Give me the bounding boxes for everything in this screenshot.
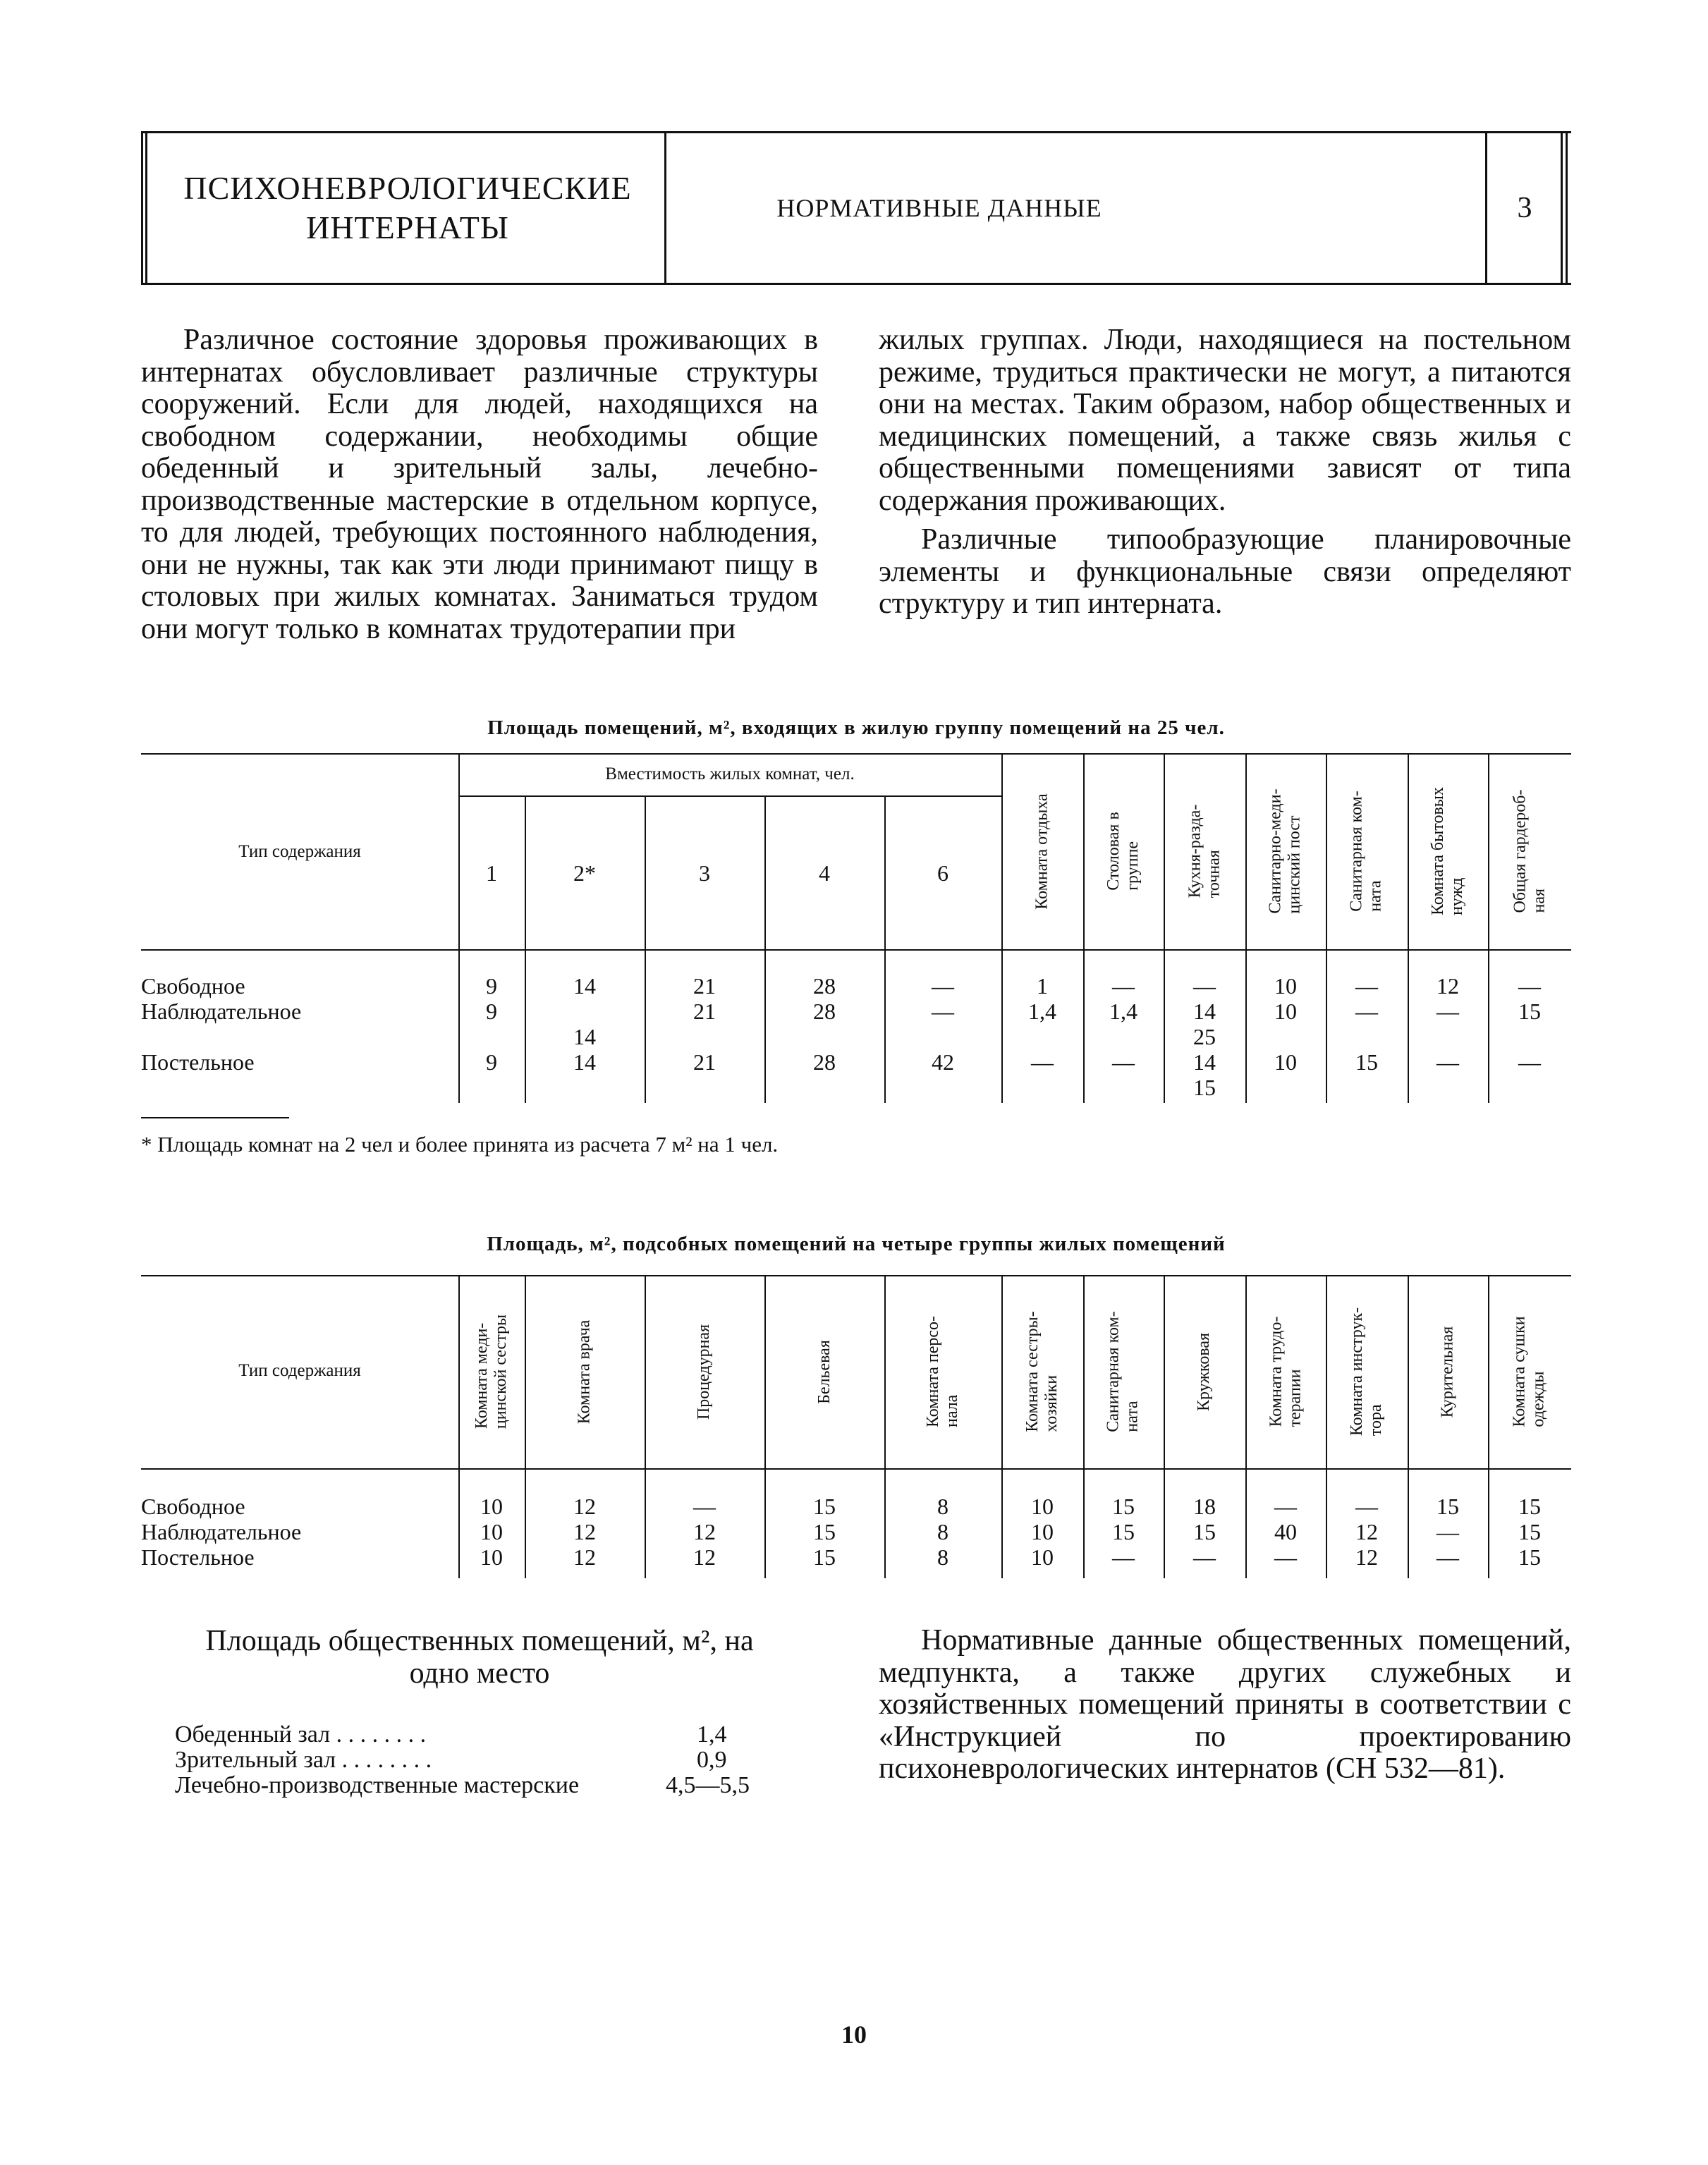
public-area-value: 1,4 — [697, 1721, 727, 1748]
table2-type-header: Тип содержания — [238, 1361, 361, 1380]
table2-cell: 15 — [813, 1519, 836, 1544]
table1-cell: 1 — [1037, 973, 1048, 999]
table1-row-label: Наблюдательное — [141, 999, 302, 1024]
table1-cell: 10 — [1274, 973, 1297, 999]
sheet-header — [141, 131, 1571, 285]
table1-col-3: 3 — [699, 860, 710, 886]
table1-cell: 42 — [932, 1049, 954, 1075]
header-title-line2: ИНТЕРНАТЫ — [306, 209, 509, 245]
table1-header-dining: Столовая в группе — [1104, 812, 1142, 891]
table2-cell: 10 — [1031, 1519, 1054, 1544]
table2-cell: — — [1355, 1494, 1378, 1519]
table2-cell: 40 — [1274, 1519, 1297, 1544]
public-area-row — [175, 1772, 750, 1798]
table1-footnote: * Площадь комнат на 2 чел и более принята из расчета 7 м² на 1 чел. — [141, 1132, 779, 1157]
table2-header-doctor-room: Комната врача — [575, 1319, 594, 1424]
table1-cell: 15 — [1518, 999, 1541, 1024]
table2-cell: 12 — [1355, 1544, 1378, 1570]
table1-cell: 9 — [486, 999, 497, 1024]
table1-cell: 14 — [573, 1024, 596, 1049]
table2-row-label: Свободное — [141, 1494, 245, 1519]
table1-header-sanitary: Санитарная ком- ната — [1348, 791, 1386, 912]
table2-cell: 18 — [1193, 1494, 1216, 1519]
table2-cell: — — [1274, 1544, 1297, 1570]
table1-cell: — — [1355, 999, 1378, 1024]
table2-cell: 10 — [480, 1519, 503, 1544]
table2-cell: 15 — [1518, 1544, 1541, 1570]
table2-cell: 15 — [813, 1544, 836, 1570]
table2-cell: — — [1436, 1544, 1459, 1570]
table2-row-label: Наблюдательное — [141, 1519, 302, 1544]
table2-cell: — — [1274, 1494, 1297, 1519]
table1-cell: 28 — [813, 999, 836, 1024]
table2-header-instructor: Комната инструк- тора — [1348, 1307, 1385, 1437]
table2-cell: 8 — [937, 1519, 948, 1544]
table1-cell: 10 — [1274, 999, 1297, 1024]
table2-cell: 12 — [1355, 1519, 1378, 1544]
table1-header-rest-room: Комната отдыха — [1032, 793, 1051, 910]
table1-col-4: 4 — [819, 860, 830, 886]
table2-cell: 10 — [1031, 1494, 1054, 1519]
header-title-line1: ПСИХОНЕВРОЛОГИЧЕСКИЕ — [183, 170, 632, 206]
table2-header-staff-room: Комната персо- нала — [924, 1316, 961, 1427]
table2-cell: — — [693, 1494, 716, 1519]
public-area-value: 4,5—5,5 — [666, 1772, 750, 1798]
table2-header-work-therapy: Комната трудо- терапии — [1267, 1316, 1305, 1427]
sheet-number: 3 — [1517, 192, 1532, 224]
public-area-row — [175, 1721, 727, 1748]
table2-header-drying: Комната сушки одежды — [1511, 1316, 1549, 1427]
table2-cell: — — [1436, 1519, 1459, 1544]
table2-cell: 15 — [1112, 1494, 1135, 1519]
table2-cell: 15 — [1518, 1519, 1541, 1544]
intro-left-column — [141, 324, 818, 645]
intro-right-paragraph-2: Различные типообразующие планировочные элементы и функциональные связи определяют структуру и тип интерната. — [879, 523, 1571, 620]
table1-cell: 9 — [486, 973, 497, 999]
table2-header-housekeeper: Комната сестры- хозяйки — [1023, 1311, 1061, 1432]
table2-cell: 15 — [1193, 1519, 1216, 1544]
table1-cell: 15 — [1355, 1049, 1378, 1075]
table1-cell: — — [932, 999, 954, 1024]
table2-cell: 12 — [573, 1544, 596, 1570]
normative-note: Нормативные данные общественных помещений, медпункта, а также других служебных и хозяйственных помещений приняты в соответствии с «Инструкцией по проектированию психоневрологических интернатов (СН 532—81). — [879, 1624, 1571, 1785]
intro-right-paragraph-1: жилых группах. Люди, находящиеся на постельном режиме, трудиться практически не могут, а питаются они на местах. Таким образом, набор общественных и медицинских помещений, а также связь жилья с общественными помещениями зависят от типа содержания проживающих. — [879, 324, 1571, 517]
public-area-name: Обеденный зал . . . . . . . . — [175, 1721, 427, 1748]
table1-header-medpost: Санитарно-меди- цинский пост — [1267, 788, 1304, 914]
table2-header-nurse-room: Комната меди- цинской сестры — [472, 1314, 511, 1429]
table2-cell: 15 — [1112, 1519, 1135, 1544]
table2-cell: 12 — [693, 1519, 716, 1544]
table2-cell: 15 — [813, 1494, 836, 1519]
table1-cell: 21 — [693, 973, 716, 999]
public-area-value: 0,9 — [697, 1747, 727, 1773]
table2-cell: — — [1193, 1544, 1216, 1570]
table1-header-household: Комната бытовых нужд — [1429, 787, 1467, 915]
table1-cell: — — [1031, 1049, 1054, 1075]
table1-cell: 12 — [1436, 973, 1459, 999]
table2-cell: 8 — [937, 1494, 948, 1519]
public-area-name: Лечебно-производственные мастерские — [175, 1772, 580, 1798]
table1-cell: 28 — [813, 973, 836, 999]
table1-cell: 21 — [693, 999, 716, 1024]
table1-header-wardrobe: Общая гардероб- ная — [1511, 789, 1548, 913]
table1-header-kitchen: Кухня-разда- точная — [1185, 804, 1224, 898]
normative-note-column — [879, 1625, 1571, 1786]
table1-cell: — — [1112, 973, 1135, 999]
table2-cell: 12 — [693, 1544, 716, 1570]
header-section: НОРМАТИВНЫЕ ДАННЫЕ — [776, 194, 1102, 222]
table2-cell: 8 — [937, 1544, 948, 1570]
table2-cell: 10 — [480, 1494, 503, 1519]
header-title — [147, 133, 669, 283]
table1-cell: 14 — [573, 973, 596, 999]
table1-col-2: 2* — [573, 860, 596, 886]
table1-cell: 14 — [573, 1049, 596, 1075]
table2-header-linen: Бельевая — [815, 1339, 834, 1404]
intro-left-paragraph: Различное состояние здоровья проживающих в интернатах обусловливает различные структуры сооружений. Если для людей, находящихся на свободном содержании, необходимы общие обеденный и зрительный залы, лечебно-производственные мастерские в отдельном корпусе, то для людей, требующих постоянного наблюдения, они не нужны, так как эти люди принимают пищу в столовых при жилых комнатах. Заниматься трудом они могут только в комнатах трудотерапии при — [141, 324, 818, 645]
table1-col-1: 1 — [486, 860, 497, 886]
table1-cell: 9 — [486, 1049, 497, 1075]
table1-cell: 15 — [1193, 1075, 1216, 1100]
table1-caption: Площадь помещений, м², входящих в жилую группу помещений на 25 чел. — [487, 716, 1225, 739]
table1-type-header: Тип содержания — [238, 842, 361, 861]
table1-cell: — — [1193, 973, 1216, 999]
table1-cell: 10 — [1274, 1049, 1297, 1075]
table1-cell: 1,4 — [1028, 999, 1056, 1024]
table1-cell: 14 — [1193, 1049, 1216, 1075]
public-areas-title-line1: Площадь общественных помещений, м², на — [205, 1625, 754, 1657]
table2-header-smoking: Курительная — [1438, 1326, 1457, 1417]
table1-cell: 1,4 — [1109, 999, 1137, 1024]
public-areas-title-line2: одно место — [409, 1657, 550, 1690]
table2-header-sanitary: Санитарная ком- ната — [1104, 1311, 1142, 1432]
table1-cell: 14 — [1193, 999, 1216, 1024]
table1-cell: — — [1436, 999, 1459, 1024]
table2-header-hobby: Кружковая — [1195, 1332, 1214, 1411]
table1-cell: 21 — [693, 1049, 716, 1075]
table2-cell: — — [1112, 1544, 1135, 1570]
table1-cell: — — [1518, 973, 1541, 999]
public-area-row — [175, 1747, 727, 1773]
public-area-name: Зрительный зал . . . . . . . . — [175, 1747, 432, 1773]
table1-cell: — — [1112, 1049, 1135, 1075]
page-number: 10 — [841, 2020, 867, 2049]
table1-capacity-header: Вместимость жилых комнат, чел. — [605, 764, 855, 783]
table1-cell: — — [1436, 1049, 1459, 1075]
table1-row-label: Свободное — [141, 973, 245, 999]
table1-cell: 28 — [813, 1049, 836, 1075]
intro-right-column — [879, 324, 1571, 621]
table1-cell: — — [932, 973, 954, 999]
table2-header-procedure: Процедурная — [695, 1324, 714, 1420]
table2-cell: 15 — [1436, 1494, 1459, 1519]
table1-cell: — — [1518, 1049, 1541, 1075]
public-areas-title — [141, 1625, 818, 1690]
table1-row-label: Постельное — [141, 1049, 255, 1075]
table2-cell: 12 — [573, 1519, 596, 1544]
table2-cell: 15 — [1518, 1494, 1541, 1519]
table1-cell: 25 — [1193, 1024, 1216, 1049]
footnote-rule — [141, 1117, 289, 1118]
table2-cell: 12 — [573, 1494, 596, 1519]
table2-row-label: Постельное — [141, 1544, 255, 1570]
table1-col-6: 6 — [937, 860, 948, 886]
table2-cell: 10 — [1031, 1544, 1054, 1570]
table2-cell: 10 — [480, 1544, 503, 1570]
table2-caption: Площадь, м², подсобных помещений на четыре группы жилых помещений — [487, 1233, 1226, 1255]
table1-cell: — — [1355, 973, 1378, 999]
